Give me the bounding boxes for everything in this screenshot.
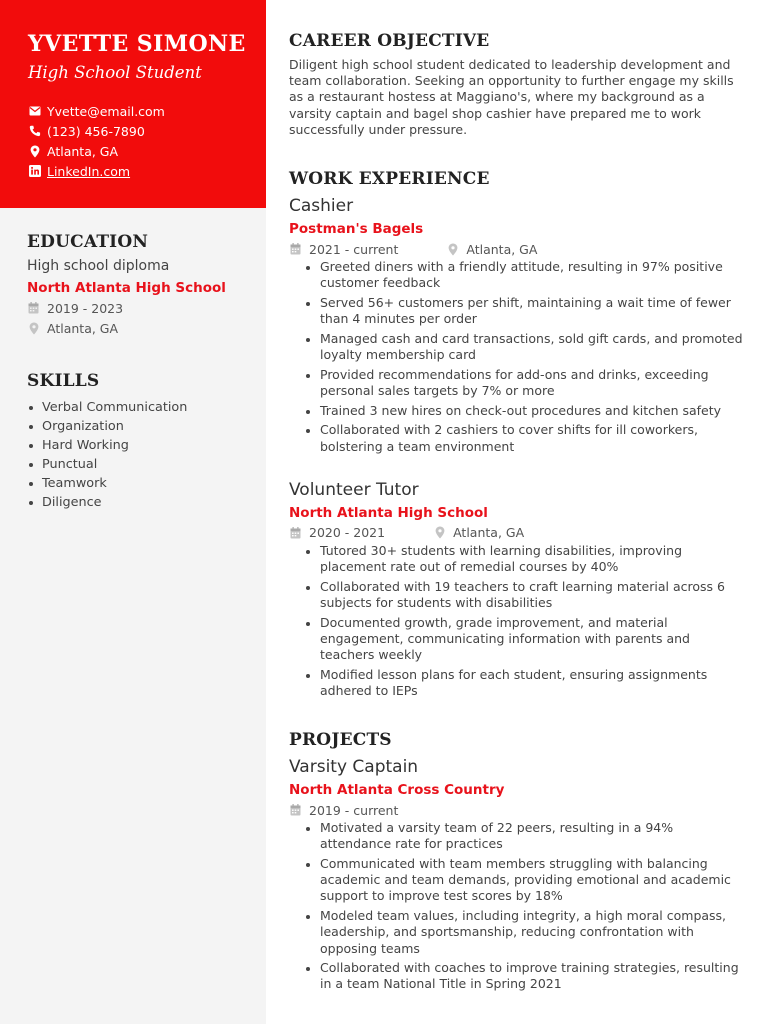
- job-location-group: [446, 242, 537, 257]
- objective-text: Diligent high school student dedicated to leadership development and team collaboration. Seeking an opportunity to further engage my skills as a restaurant hostess at Maggiano's, where my background as a varsity captain and bagel shop cashier have prepared me to work successfully under pressure.: [289, 57, 734, 137]
- project-bullet: Modeled team values, including integrity, a high moral compass, leadership, and sportsmanship, reducing confrontation with opposing teams: [320, 908, 747, 957]
- candidate-name: YVETTE SIMONE: [28, 31, 246, 57]
- education-location: Atlanta, GA: [47, 320, 119, 336]
- job-bullet: Tutored 30+ students with learning disabilities, improving placement rate out of remedial courses by 40%: [320, 543, 747, 575]
- job-title: Cashier: [289, 196, 354, 217]
- project-bullet: Communicated with team members struggling with balancing academic and team demands, providing emotional and academic support to improve test scores by 18%: [320, 856, 747, 905]
- job-title: Volunteer Tutor: [289, 479, 419, 500]
- main-column: [289, 0, 747, 996]
- experience-title: WORK EXPERIENCE: [289, 169, 490, 190]
- education-location-row: [27, 318, 266, 338]
- job-bullets: [289, 543, 747, 699]
- project-bullets: [289, 820, 747, 993]
- linkedin-icon: [28, 165, 41, 178]
- job-bullet: Trained 3 new hires on check-out procedures and kitchen safety: [320, 403, 747, 419]
- header-box: [0, 0, 266, 208]
- projects-title: PROJECTS: [289, 730, 392, 751]
- skills-title: SKILLS: [27, 371, 100, 391]
- calendar-icon: [289, 243, 302, 256]
- project-entry: [289, 756, 747, 993]
- job-location: Atlanta, GA: [466, 241, 538, 257]
- project-title: Varsity Captain: [289, 757, 419, 778]
- project-meta: [289, 800, 747, 820]
- candidate-role: High School Student: [28, 63, 202, 82]
- map-pin-icon: [433, 526, 446, 539]
- location-text: Atlanta, GA: [47, 143, 119, 159]
- skill-item: Organization: [27, 417, 266, 436]
- contact-location: [28, 141, 266, 161]
- education-title: EDUCATION: [27, 232, 149, 252]
- experience-section: [289, 168, 747, 699]
- job-bullet: Served 56+ customers per shift, maintaining a wait time of fewer than 4 minutes per order: [320, 295, 747, 327]
- job-bullet: Collaborated with 2 cashiers to cover shifts for ill coworkers, bolstering a team environment: [320, 422, 747, 454]
- projects-section: [289, 729, 747, 993]
- skill-item: Teamwork: [27, 474, 266, 493]
- education-dates: 2019 - 2023: [47, 300, 124, 316]
- contact-linkedin[interactable]: [28, 161, 266, 181]
- job-dates: 2020 - 2021: [309, 525, 386, 541]
- envelope-icon: [28, 105, 41, 118]
- job-meta: [289, 523, 747, 543]
- contact-phone[interactable]: [28, 121, 266, 141]
- project-org: North Atlanta Cross Country: [289, 782, 505, 799]
- calendar-icon: [289, 804, 302, 817]
- map-pin-icon: [28, 145, 41, 158]
- education-dates-row: [27, 298, 266, 318]
- project-dates: 2019 - current: [309, 802, 399, 818]
- job-entry: [289, 479, 747, 699]
- job-meta: [289, 239, 747, 259]
- job-entry: [289, 195, 747, 455]
- job-dates: 2021 - current: [309, 241, 399, 257]
- education-degree: High school diploma: [27, 258, 170, 274]
- education-section: [0, 231, 266, 338]
- sidebar: [0, 0, 266, 1024]
- job-bullet: Documented growth, grade improvement, and material engagement, communicating information with parents and teachers weekly: [320, 615, 747, 664]
- job-bullet: Collaborated with 19 teachers to craft learning material across 6 subjects for students with disabilities: [320, 579, 747, 611]
- objective-section: [289, 30, 747, 138]
- job-bullets: [289, 259, 747, 455]
- phone-text: (123) 456-7890: [47, 123, 145, 139]
- job-bullet: Modified lesson plans for each student, ensuring assignments adhered to IEPs: [320, 667, 747, 699]
- skill-item: Diligence: [27, 493, 266, 512]
- education-school: North Atlanta High School: [27, 280, 226, 296]
- job-org: Postman's Bagels: [289, 221, 424, 238]
- skill-item: Punctual: [27, 455, 266, 474]
- skill-item: Verbal Communication: [27, 398, 266, 417]
- project-bullet: Motivated a varsity team of 22 peers, resulting in a 94% attendance rate for practices: [320, 820, 747, 852]
- calendar-icon: [289, 526, 302, 539]
- map-pin-icon: [446, 243, 459, 256]
- contact-email[interactable]: [28, 101, 266, 121]
- project-bullet: Collaborated with coaches to improve training strategies, resulting in a team National Title in Spring 2021: [320, 960, 747, 992]
- calendar-icon: [27, 302, 40, 315]
- job-location: Atlanta, GA: [453, 525, 525, 541]
- job-location-group: [433, 525, 524, 540]
- phone-icon: [28, 125, 41, 138]
- email-text: Yvette@email.com: [47, 103, 165, 119]
- skills-list: [27, 398, 266, 512]
- job-bullet: Greeted diners with a friendly attitude, resulting in 97% positive customer feedback: [320, 259, 747, 291]
- contact-list: [28, 101, 266, 181]
- job-bullet: Provided recommendations for add-ons and drinks, exceeding personal sales targets by 7% or more: [320, 367, 747, 399]
- objective-title: CAREER OBJECTIVE: [289, 31, 490, 51]
- skills-section: [0, 370, 266, 512]
- linkedin-link[interactable]: LinkedIn.com: [47, 163, 131, 179]
- job-org: North Atlanta High School: [289, 504, 488, 521]
- skill-item: Hard Working: [27, 436, 266, 455]
- map-pin-icon: [27, 322, 40, 335]
- job-bullet: Managed cash and card transactions, sold gift cards, and promoted loyalty membership card: [320, 331, 747, 363]
